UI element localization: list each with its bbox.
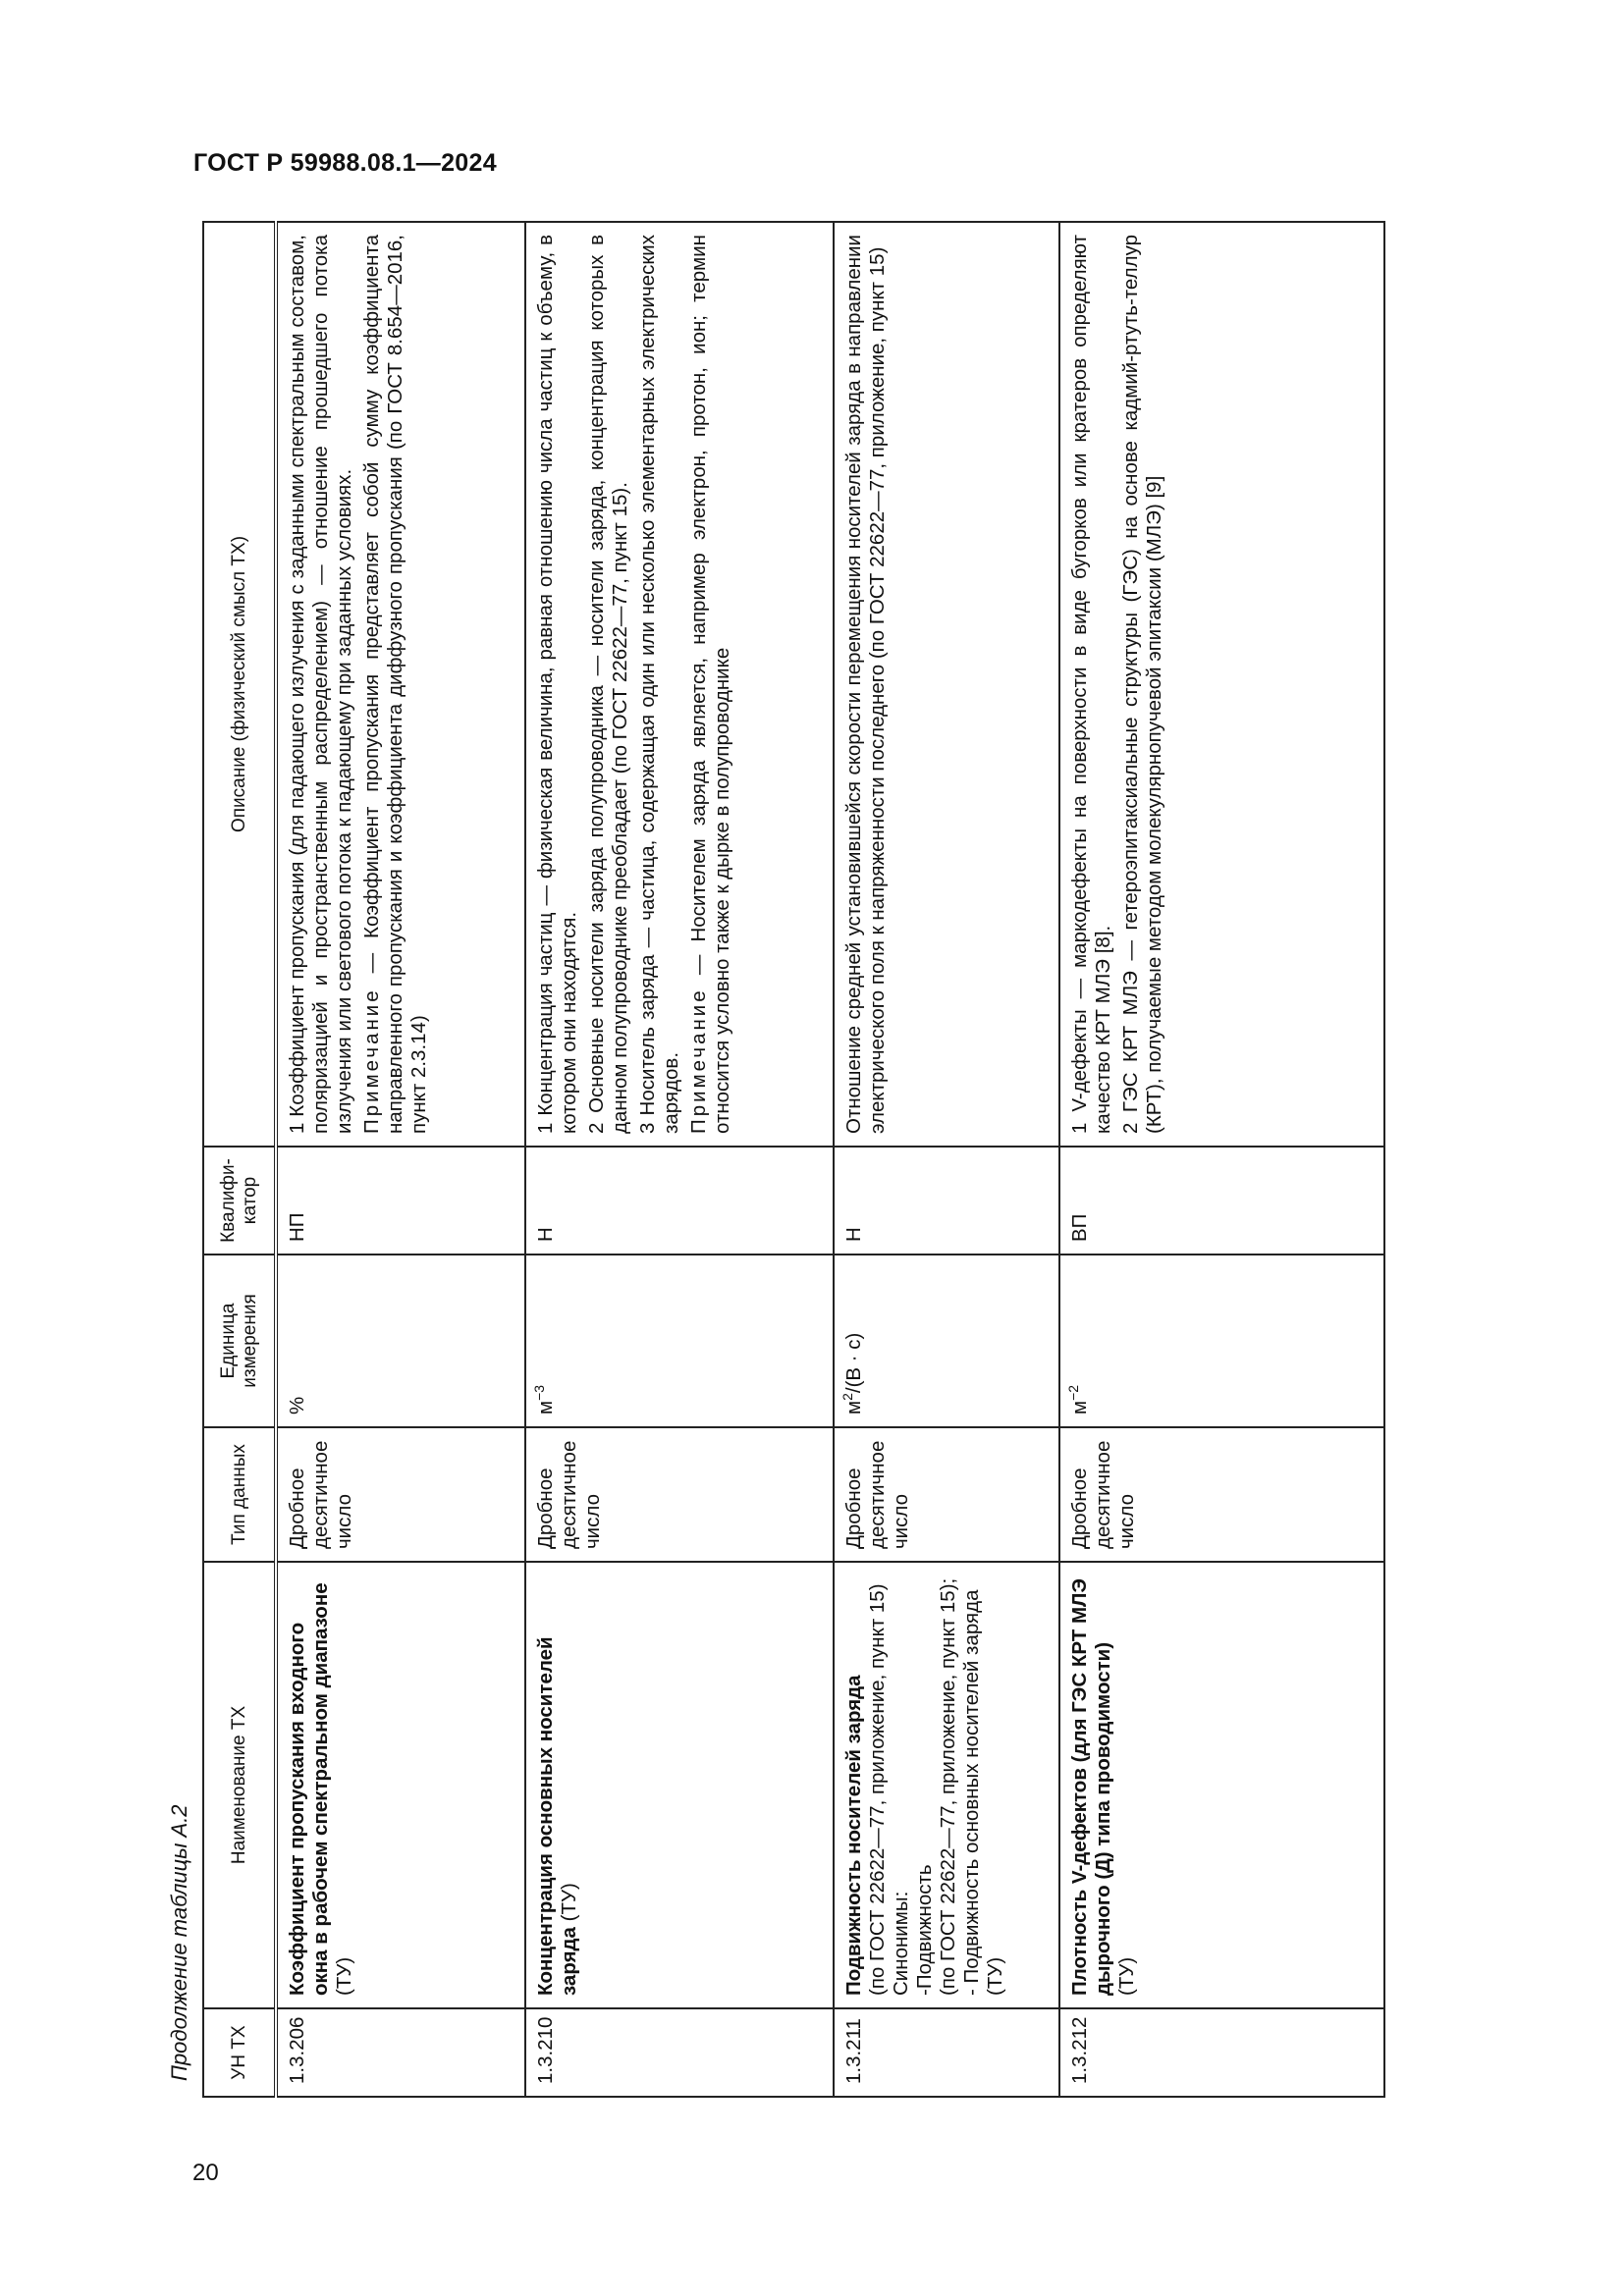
row-name-suffix: (ТУ) (558, 1883, 580, 1928)
description-paragraph: 2 ГЭС КРТ МЛЭ — гетероэпитаксиальные структуры (ГЭС) на основе кадмий-ртуть-теллур (КРТ), получаемые методом молекулярнопучевой эпитаксии (МЛЭ) [9] (1119, 235, 1165, 1134)
row-id: 1.3.210 (525, 2008, 834, 2097)
row-data-type: Дробное десятичное число (834, 1427, 1059, 1562)
row-id: 1.3.212 (1059, 2008, 1384, 2097)
row-name-line: Синонимы: (890, 1891, 912, 1996)
characteristics-table (202, 221, 1385, 2098)
row-qualifier: Н (834, 1147, 1059, 1255)
description-paragraph: 3 Носитель заряда — частица, содержащая один или несколько элементарных электрических зарядов. (636, 235, 682, 1134)
table-row (525, 222, 834, 2097)
row-qualifier: Н (525, 1147, 834, 1255)
row-name-line: (ТУ) (1115, 1956, 1138, 1996)
row-qualifier: НП (276, 1147, 525, 1255)
row-id: 1.3.206 (276, 2008, 525, 2097)
row-unit (525, 1255, 834, 1427)
row-name-bold: Плотность V-дефектов (для ГЭС КРТ МЛЭ дырочного (Д) типа проводимости) (1068, 1577, 1114, 1996)
unit-base: % (286, 1396, 308, 1415)
row-name-bold: Подвижность носителей заряда (842, 1675, 865, 1996)
row-data-type: Дробное десятичное число (525, 1427, 834, 1562)
document-standard-header: ГОСТ Р 59988.08.1—2024 (193, 149, 497, 177)
note-label: Примечание (687, 988, 710, 1134)
description-paragraph: 1 Концентрация частиц — физическая величина, равная отношению числа частиц к объему, в котором они находятся. (534, 235, 580, 1134)
header-unit: Единица измерения (203, 1255, 276, 1427)
rotated-table-area (167, 223, 1385, 2098)
row-data-type: Дробное десятичное число (1059, 1427, 1384, 1562)
row-id: 1.3.211 (834, 2008, 1059, 2097)
unit-base: м (1068, 1400, 1091, 1415)
unit-tail: /(В · с) (842, 1332, 865, 1394)
unit-base: м (534, 1400, 557, 1415)
header-data-type: Тип данных (203, 1427, 276, 1562)
row-name-line: - Подвижность основных носителей заряда (960, 1589, 983, 1996)
table-header-row (203, 222, 276, 2097)
row-description (834, 222, 1059, 1147)
row-qualifier: ВП (1059, 1147, 1384, 1255)
table-row (276, 222, 525, 2097)
description-note (360, 235, 431, 1134)
header-qualifier: Квалифи-катор (203, 1147, 276, 1255)
row-name-line: (по ГОСТ 22622—77, приложение, пункт 15) (866, 1583, 889, 1996)
description-paragraph: 1 Коэффициент пропускания (для падающего излучения с заданными спектральным составом, поляризацией и пространственным распределением) — отношение прошедшего потока излучения или светового потока к падающему при заданных условиях. (286, 235, 355, 1134)
note-text: — Коэффициент пропускания представляет собой сумму коэффициента направленного пропускания и коэффициента диффузного пропускания (по ГОСТ 8.654—2016, пункт 2.3.14) (360, 235, 430, 1134)
row-name-line: -Подвижность (913, 1864, 936, 1996)
unit-exponent: 2 (839, 1393, 856, 1401)
row-description (1059, 222, 1384, 1147)
table-row (1059, 222, 1384, 2097)
unit-base: м (842, 1400, 865, 1415)
row-unit (834, 1255, 1059, 1427)
row-name (1059, 1562, 1384, 2008)
description-paragraph: 1 V-дефекты — маркодефекты на поверхности в виде бугорков или кратеров определяют качество КРТ МЛЭ [8]. (1068, 235, 1114, 1134)
note-label: Примечание (360, 988, 383, 1134)
row-description (525, 222, 834, 1147)
header-id: УН ТХ (203, 2008, 276, 2097)
header-name: Наименование ТХ (203, 1562, 276, 2008)
row-description (276, 222, 525, 1147)
row-unit (276, 1255, 525, 1427)
unit-exponent: −2 (1065, 1384, 1082, 1401)
page-number: 20 (192, 2160, 219, 2186)
description-paragraph: Отношение средней установившейся скорости перемещения носителей заряда в направлении электрического поля к напряженности последнего (по ГОСТ 22622—77, приложение, пункт 15) (842, 235, 889, 1134)
row-name-bold: Концентрация основных носителей заряда (534, 1636, 580, 1996)
description-note (687, 235, 734, 1134)
row-name (276, 1562, 525, 2008)
row-name-bold: Коэффициент пропускания входного окна в рабочем спектральном диапазоне (286, 1582, 332, 1996)
row-name (525, 1562, 834, 2008)
row-data-type: Дробное десятичное число (276, 1427, 525, 1562)
header-description: Описание (физический смысл ТХ) (203, 222, 276, 1147)
row-unit (1059, 1255, 1384, 1427)
unit-exponent: −3 (531, 1384, 548, 1401)
description-paragraph: 2 Основные носители заряда полупроводника — носители заряда, концентрация которых в данном полупроводнике преобладает (по ГОСТ 22622—77, пункт 15). (585, 235, 631, 1134)
table-row (834, 222, 1059, 2097)
row-name-line: (по ГОСТ 22622—77, приложение, пункт 15); (937, 1577, 959, 1996)
note-text: — Носителем заряда является, например электрон, протон, ион; термин относится условно также к дырке в полупроводнике (687, 235, 733, 1134)
row-name (834, 1562, 1059, 2008)
row-name-line: (ТУ) (984, 1956, 1006, 1996)
row-name-suffix: (ТУ) (333, 1956, 355, 1996)
table-continuation-caption: Продолжение таблицы А.2 (167, 1804, 191, 2081)
